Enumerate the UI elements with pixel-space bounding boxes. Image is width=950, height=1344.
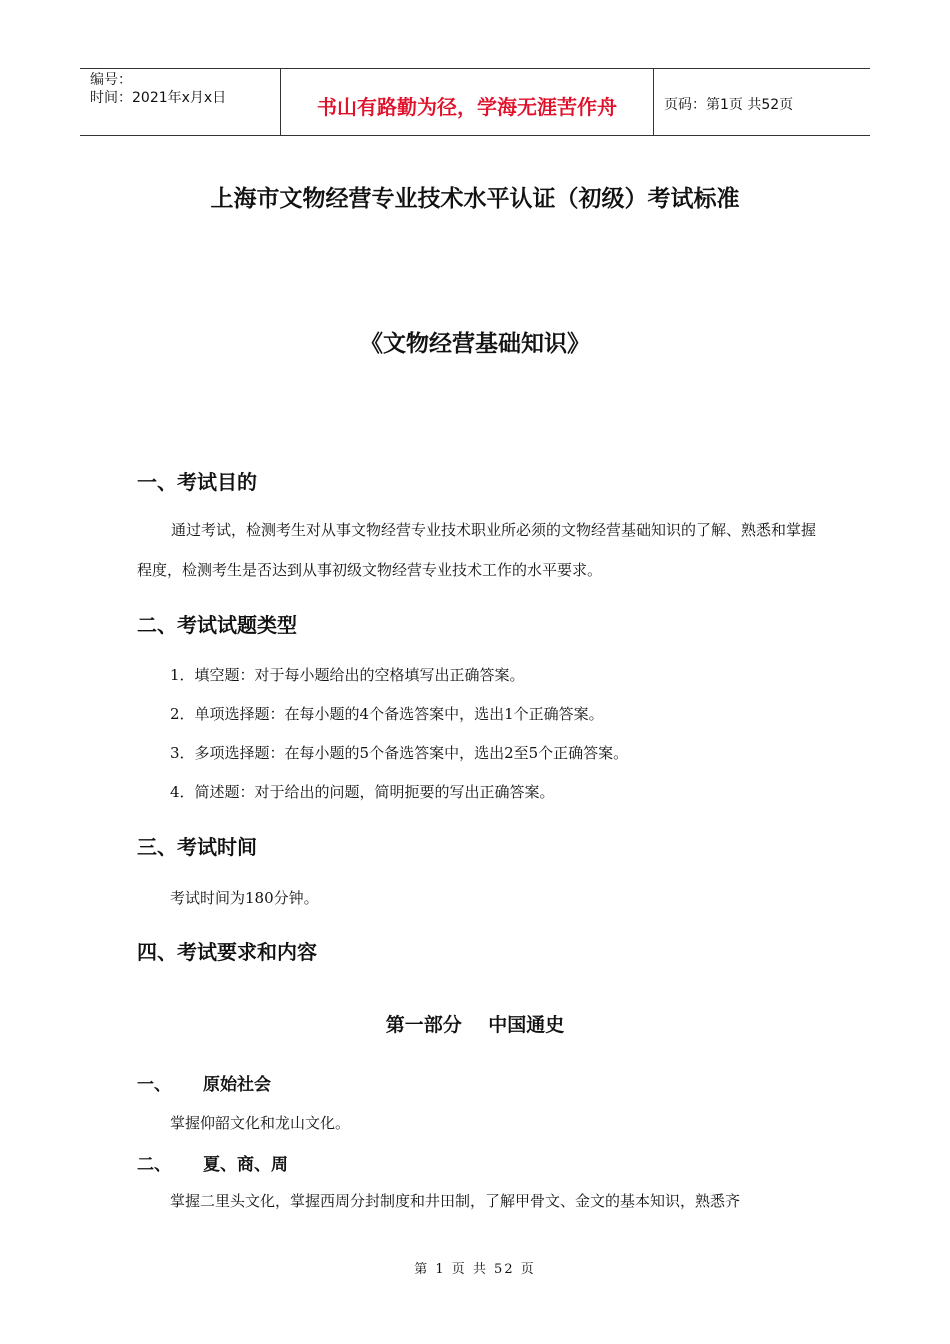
list-item: 3．多项选择题：在每小题的5个备选答案中，选出2至5个正确答案。 [170,744,629,762]
section-heading-purpose: 一、考试目的 [137,470,257,494]
part-title: 第一部分 中国通史 [385,1014,565,1036]
document-subtitle: 《文物经营基础知识》 [360,331,590,357]
section-heading-question-types: 二、考试试题类型 [137,613,297,637]
time-label: 时间：2021年x月x日 [90,90,227,106]
page-header [80,68,870,136]
code-label: 编号： [90,72,132,88]
subsection-heading-xia-shang-zhou [137,1150,288,1175]
subsection-text: 掌握仰韶文化和龙山文化。 [170,1114,351,1132]
header-motto: 书山有路勤为径，学海无涯苦作舟 [281,69,654,135]
header-page-info: 页码：第1页 共52页 [664,97,794,113]
subsection-number: 二、 [137,1155,171,1175]
subsection-title: 夏、商、周 [203,1155,288,1175]
subsection-title: 原始社会 [203,1075,271,1095]
subsection-text: 掌握二里头文化，掌握西周分封制度和井田制，了解甲骨文、金文的基本知识，熟悉齐 [170,1192,741,1210]
section-purpose-paragraph: 通过考试，检测考生对从事文物经营专业技术职业所必须的文物经营基础知识的了解、熟悉和掌握程度，检测考生是否达到从事初级文物经营专业技术工作的水平要求。 [137,521,817,579]
subsection-heading-primitive-society [137,1070,271,1095]
document-title: 上海市文物经营专业技术水平认证（初级）考试标准 [210,186,740,212]
exam-time-text: 考试时间为180分钟。 [170,889,319,907]
header-meta [80,69,281,135]
list-item: 4．简述题：对于给出的问题，简明扼要的写出正确答案。 [170,783,555,801]
page-footer: 第 1 页 共 52 页 [414,1262,536,1277]
subsection-number: 一、 [137,1075,171,1095]
list-item: 2．单项选择题：在每小题的4个备选答案中，选出1个正确答案。 [170,705,604,723]
list-item: 1．填空题：对于每小题给出的空格填写出正确答案。 [170,666,525,684]
section-heading-exam-time: 三、考试时间 [137,835,257,859]
section-heading-requirements: 四、考试要求和内容 [137,940,317,964]
